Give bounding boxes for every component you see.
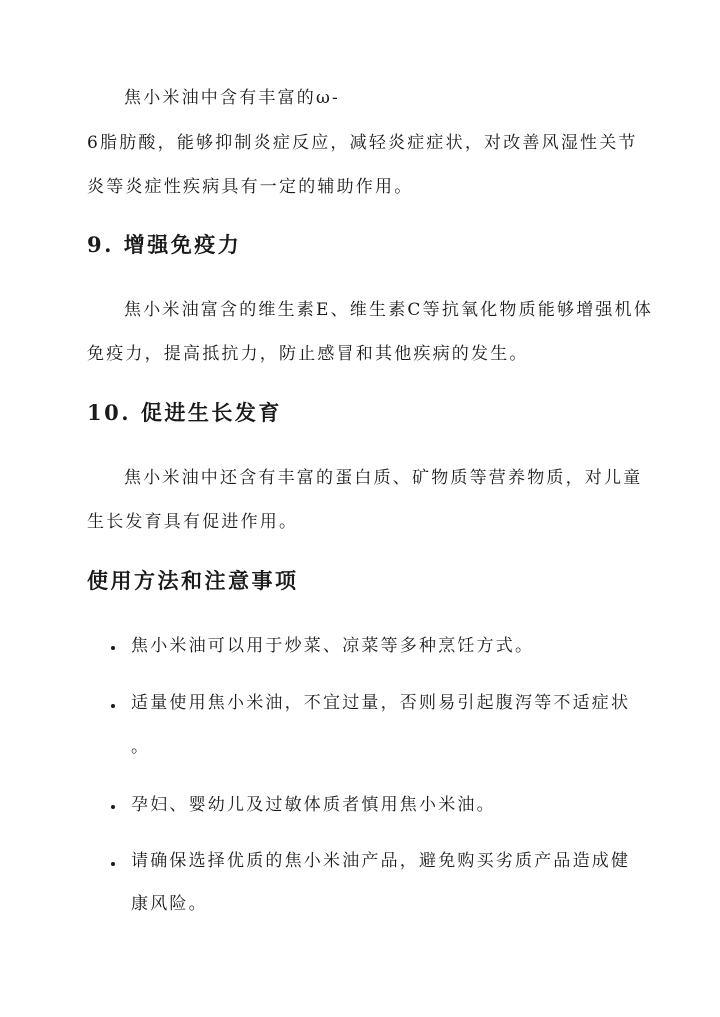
para1-line2: 6脂肪酸，能够抑制炎症反应，减轻炎症症状，对改善风湿性关节 xyxy=(87,133,638,153)
bullet-dot xyxy=(111,862,115,866)
section10-heading: 10. 促进生长发育 xyxy=(87,400,282,425)
bullet2-line2: 。 xyxy=(131,737,151,757)
bullet4-line1: 请确保选择优质的焦小米油产品，避免购买劣质产品造成健 xyxy=(131,851,631,871)
bullet-dot xyxy=(111,704,115,708)
section9-line1: 焦小米油富含的维生素E、维生素C等抗氧化物质能够增强机体 xyxy=(124,300,654,320)
bullet4-line2: 康风险。 xyxy=(131,894,208,914)
bullet1-line1: 焦小米油可以用于炒菜、凉菜等多种烹饪方式。 xyxy=(131,636,535,656)
usage-heading: 使用方法和注意事项 xyxy=(87,568,299,593)
bullet3-line1: 孕妇、婴幼儿及过敏体质者慎用焦小米油。 xyxy=(131,795,496,815)
para1-line3: 炎等炎症性疾病具有一定的辅助作用。 xyxy=(87,177,414,197)
section10-line1: 焦小米油中还含有丰富的蛋白质、矿物质等营养物质，对儿童 xyxy=(124,468,643,488)
section10-line2: 生长发育具有促进作用。 xyxy=(87,512,299,532)
bullet-dot xyxy=(111,805,115,809)
bullet-dot xyxy=(111,646,115,650)
para1-line1: 焦小米油中含有丰富的ω- xyxy=(124,88,341,108)
section9-heading: 9. 增强免疫力 xyxy=(87,232,242,257)
bullet2-line1: 适量使用焦小米油，不宜过量，否则易引起腹泻等不适症状 xyxy=(131,693,631,713)
section9-line2: 免疫力，提高抵抗力，防止感冒和其他疾病的发生。 xyxy=(87,344,529,364)
